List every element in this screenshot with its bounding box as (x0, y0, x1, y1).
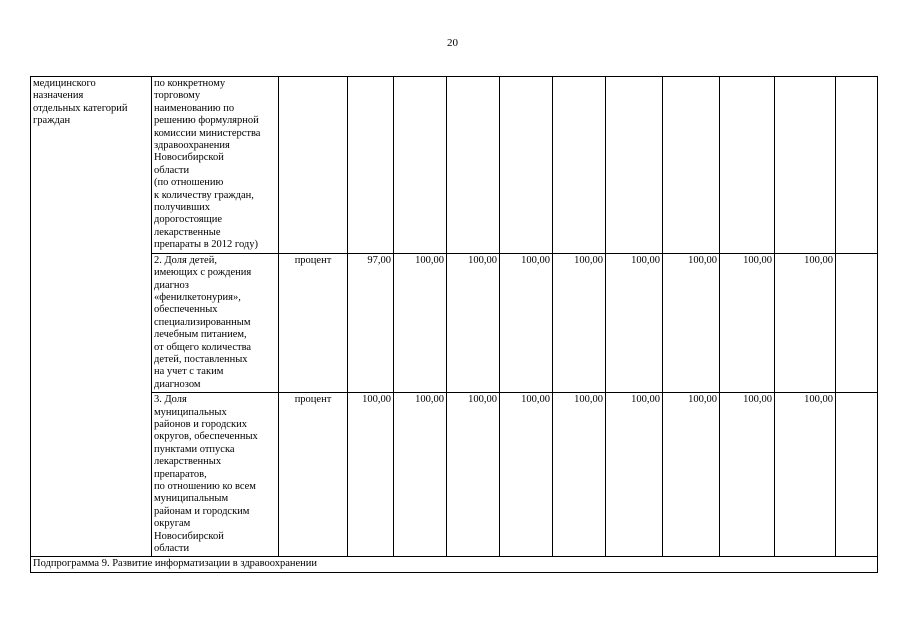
indicator-text-line: районов и городских (154, 418, 247, 430)
indicator-text-line: области (154, 543, 190, 555)
value-cell (447, 77, 500, 254)
indicator-text-line: округов, обеспеченных (154, 431, 258, 443)
indicator-text-line: округам (154, 518, 191, 530)
indicator-text-line: получивших (154, 202, 211, 214)
subprogram-title: Подпрограмма 9. Развитие информатизации в здравоохранении (31, 557, 878, 572)
indicator-text-line: к количеству граждан, (154, 189, 254, 201)
table-row (31, 393, 878, 557)
table-row (31, 253, 878, 392)
value-cell (720, 77, 775, 254)
indicator-text-line: диагноз (154, 279, 189, 291)
page-number: 20 (447, 37, 458, 49)
value-cell: 100,00 (606, 393, 663, 557)
value-cell: 100,00 (447, 393, 500, 557)
indicator-cell (152, 77, 279, 254)
value-cell: 100,00 (775, 253, 836, 392)
indicator-text-line: Новосибирской (154, 152, 224, 164)
value-cell (663, 77, 720, 254)
unit-cell (279, 77, 348, 254)
table-row (31, 77, 878, 254)
indicator-text-line: здравоохранения (154, 140, 230, 152)
indicator-text-line: Новосибирской (154, 530, 224, 542)
indicator-text-line: 2. Доля детей, (154, 254, 217, 266)
unit-cell: процент (279, 253, 348, 392)
indicator-text-line: препаратов, (154, 468, 207, 480)
value-cell: 97,00 (348, 253, 394, 392)
indicator-text-line: по отношению ко всем (154, 481, 256, 492)
value-cell: 100,00 (348, 393, 394, 557)
category-text-line: отдельных категорий (33, 102, 128, 114)
value-cell: 100,00 (447, 253, 500, 392)
indicator-text-line: районам и городским (154, 505, 250, 517)
value-cell: 100,00 (663, 253, 720, 392)
indicator-text-line: по конкретному (154, 78, 226, 89)
value-cell: 100,00 (500, 393, 553, 557)
indicator-text-line: специализированным (154, 316, 251, 328)
indicator-text-line: «фенилкетонурия», (154, 291, 241, 303)
value-cell: 100,00 (720, 393, 775, 557)
value-cell: 100,00 (553, 393, 606, 557)
category-text-line: медицинского (33, 78, 96, 89)
indicator-cell (152, 393, 279, 557)
indicator-text-line: на учет с таким (154, 366, 224, 378)
indicator-text-line: диагнозом (154, 378, 201, 390)
category-cell (31, 77, 152, 557)
indicator-text-line: обеспеченных (154, 304, 218, 316)
indicator-text-line: лекарственные (154, 226, 221, 238)
indicator-text-line: лечебным питанием, (154, 329, 247, 341)
value-cell (500, 77, 553, 254)
value-cell: 100,00 (663, 393, 720, 557)
indicator-text-line: лекарственных (154, 456, 222, 468)
value-cell (606, 77, 663, 254)
indicator-text-line: наименованию по (154, 102, 235, 114)
indicator-text-line: области (154, 164, 190, 176)
indicator-text-line: имеющих с рождения (154, 267, 252, 279)
value-cell: 100,00 (500, 253, 553, 392)
value-cell: 100,00 (394, 253, 447, 392)
indicator-text-line: дорогостоящие (154, 214, 223, 226)
value-cell: 100,00 (720, 253, 775, 392)
value-cell (775, 77, 836, 254)
indicator-text-line: препараты в 2012 году) (154, 239, 259, 251)
subprogram-row (31, 557, 878, 572)
indicator-text-line: детей, поставленных (154, 353, 248, 365)
category-text-line: граждан (33, 115, 71, 127)
unit-cell: процент (279, 393, 348, 557)
indicator-table (30, 76, 878, 573)
indicator-text-line: муниципальных (154, 406, 227, 418)
value-cell (836, 77, 878, 254)
indicator-text-line: торговому (154, 90, 201, 102)
value-cell: 100,00 (775, 393, 836, 557)
value-cell: 100,00 (394, 393, 447, 557)
indicator-text-line: решению формулярной (154, 115, 259, 127)
value-cell (348, 77, 394, 254)
value-cell: 100,00 (553, 253, 606, 392)
value-cell (836, 253, 878, 392)
indicator-text-line: муниципальным (154, 493, 229, 505)
value-cell (553, 77, 606, 254)
value-cell (394, 77, 447, 254)
indicator-text-line: от общего количества (154, 341, 252, 353)
indicator-text-line: пунктами отпуска (154, 443, 235, 455)
value-cell: 100,00 (606, 253, 663, 392)
indicator-text-line: 3. Доля (154, 394, 187, 406)
indicator-text-line: комиссии министерства (154, 127, 261, 139)
category-text-line: назначения (33, 90, 84, 102)
indicator-cell (152, 253, 279, 392)
value-cell (836, 393, 878, 557)
indicator-text-line: (по отношению (154, 177, 224, 189)
